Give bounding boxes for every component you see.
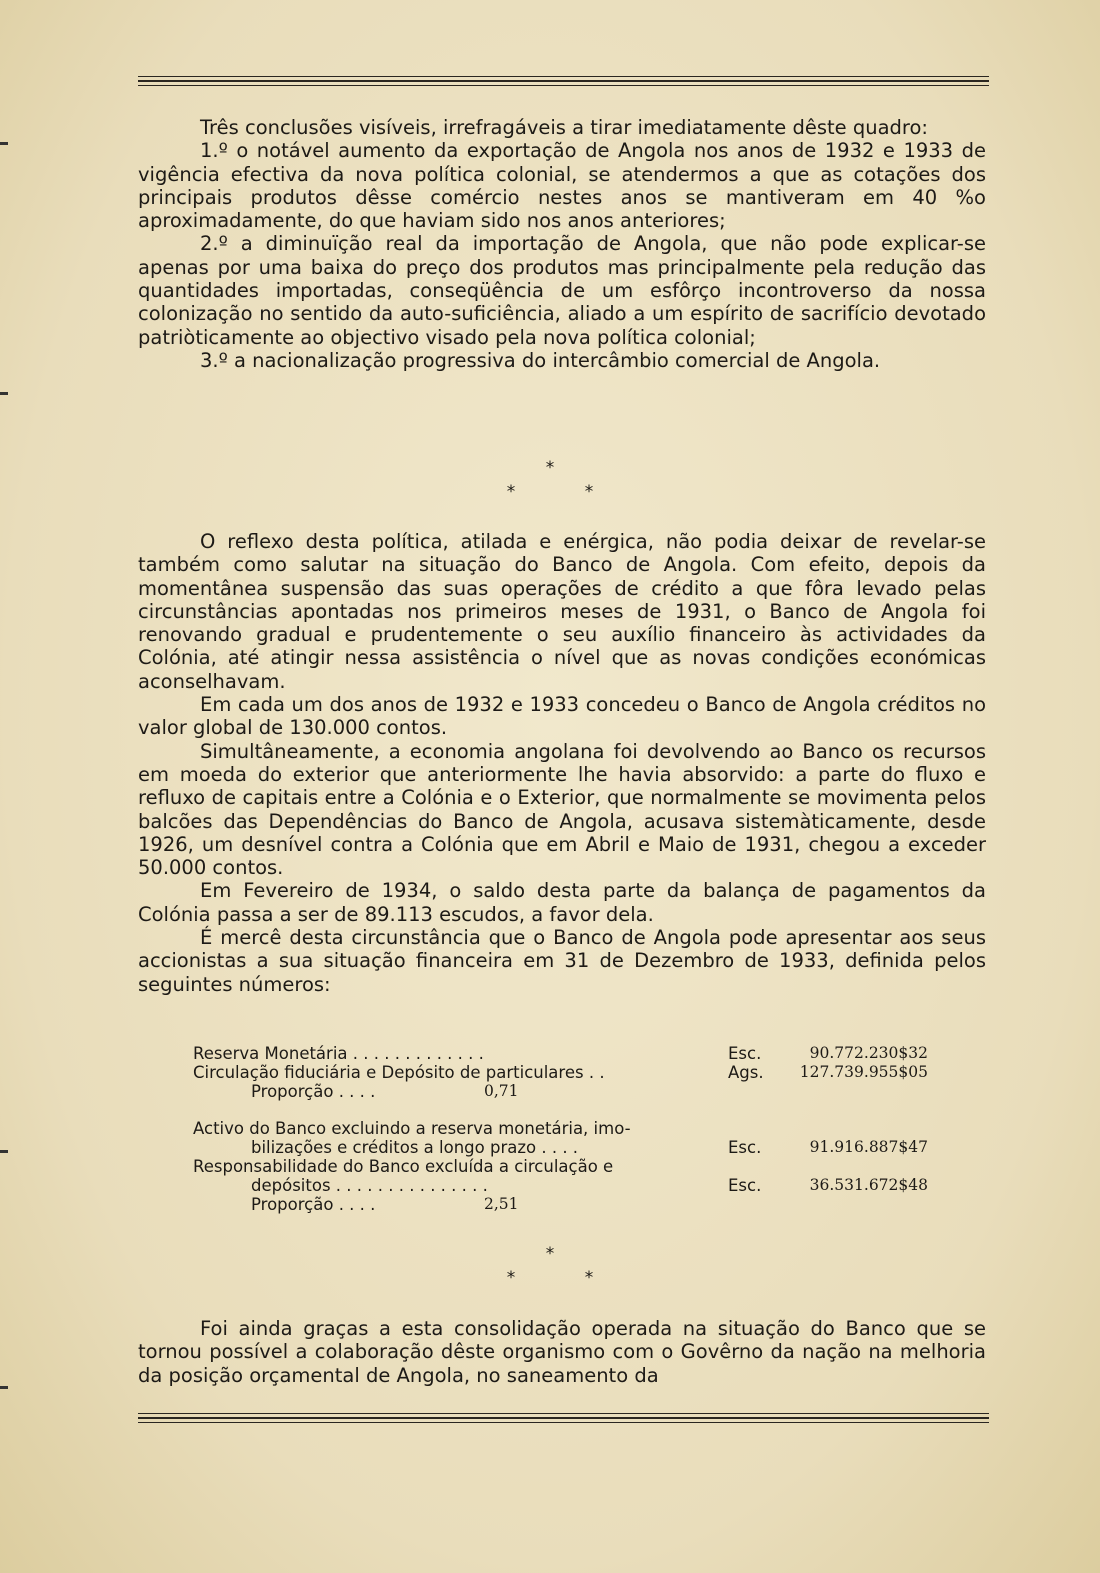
- table-row: depósitos . . . . . . . . . . . . . . . Esc. 36.531.672$48: [251, 1176, 928, 1195]
- top-text-block: [138, 116, 986, 372]
- margin-mark: [0, 1150, 8, 1153]
- table-row: Circulação fiduciária e Depósito de particulares . . Ags. 127.739.955$05: [193, 1063, 928, 1082]
- table-row: Responsabilidade do Banco excluída a circulação e: [193, 1157, 614, 1176]
- bottom-rule: [138, 1413, 989, 1426]
- paragraph-simultaneamente: Simultâneamente, a economia angolana foi devolvendo ao Banco os recursos em moeda do exterior que anteriormente lhe havia absorvido: a parte do fluxo e refluxo de capitais entre a Colónia e o Exterior, que normalmente se movimenta pelos balcões das Dependências do Banco de Angola, acusava sistemàticamente, desde 1926, um desnível contra a Colónia que em Abril e Maio de 1931, chegou a exceder 50.000 contos.: [138, 739, 986, 880]
- margin-mark: [0, 1386, 8, 1389]
- paragraph-foi-ainda: Foi ainda graças a esta consolidação operada na situação do Banco que se tornou possível a colaboração dêste organismo com o Govêrno da nação na melhoria da posição orçamental de Angola, no saneamento da: [138, 1317, 986, 1387]
- top-rule: [138, 76, 989, 89]
- paragraph-reflexo: O reflexo desta política, atilada e enérgica, não podia deixar de revelar-se também como salutar na situação do Banco de Angola. Com efeito, depois da momentânea suspensão das suas operações de crédito a que fôra levado pelas circunstâncias apontadas nos primeiros meses de 1931, o Banco de Angola foi renovando gradual e prudentemente o seu auxílio financeiro às actividades da Colónia, até atingir nessa assistência o nível que as novas condições económicas aconselhavam.: [138, 530, 986, 693]
- section-separator: * * *: [506, 458, 594, 502]
- paragraph-fevereiro: Em Fevereiro de 1934, o saldo desta parte da balança de pagamentos da Colónia passa a ser de 89.113 escudos, a favor dela.: [138, 879, 986, 926]
- intro-paragraph: Três conclusões visíveis, irrefragáveis a tirar imediatamente dêste quadro:: [200, 116, 929, 139]
- bottom-text-block: [138, 1317, 986, 1387]
- financial-table: [193, 1044, 928, 1214]
- table-row: bilizações e créditos a longo prazo . . . . Esc. 91.916.887$47: [251, 1138, 928, 1157]
- conclusion-1: 1.º o notável aumento da exportação de Angola nos anos de 1932 e 1933 de vigência efectiva da nova política colonial, se atendermos a que as cotações dos principais produtos dêsse comércio nestes anos se mantiveram em 40 %o aproximadamente, do que haviam sido nos anos anteriores;: [138, 139, 986, 233]
- section-separator: * * *: [506, 1244, 594, 1288]
- paragraph-creditos: Em cada um dos anos de 1932 e 1933 concedeu o Banco de Angola créditos no valor global de 130.000 contos.: [138, 693, 986, 740]
- table-row: Activo do Banco excluindo a reserva monetária, imo-: [193, 1119, 631, 1138]
- margin-mark: [0, 142, 8, 145]
- middle-text-block: [138, 530, 986, 996]
- ratio-row: Proporção . . . . 2,51: [251, 1195, 519, 1214]
- table-row: Reserva Monetária . . . . . . . . . . . . . Esc. 90.772.230$32: [193, 1044, 928, 1063]
- conclusion-3: 3.º a nacionalização progressiva do intercâmbio comercial de Angola.: [200, 348, 881, 372]
- margin-mark: [0, 392, 8, 395]
- conclusion-2: 2.º a diminuïção real da importação de Angola, que não pode explicar-se apenas por uma baixa do preço dos produtos mas principalmente pela redução das quantidades importadas, conseqüência de um esfôrço incontroverso da nossa colonização no sentido da auto-suficiência, aliado a um espírito de sacrifício devotado patriòticamente ao objectivo visado pela nova política colonial;: [138, 232, 986, 349]
- ratio-row: Proporção . . . . 0,71: [251, 1082, 519, 1101]
- paragraph-merce: É mercê desta circunstância que o Banco de Angola pode apresentar aos seus accionistas a sua situação financeira em 31 de Dezembro de 1933, definida pelos seguintes números:: [138, 926, 986, 996]
